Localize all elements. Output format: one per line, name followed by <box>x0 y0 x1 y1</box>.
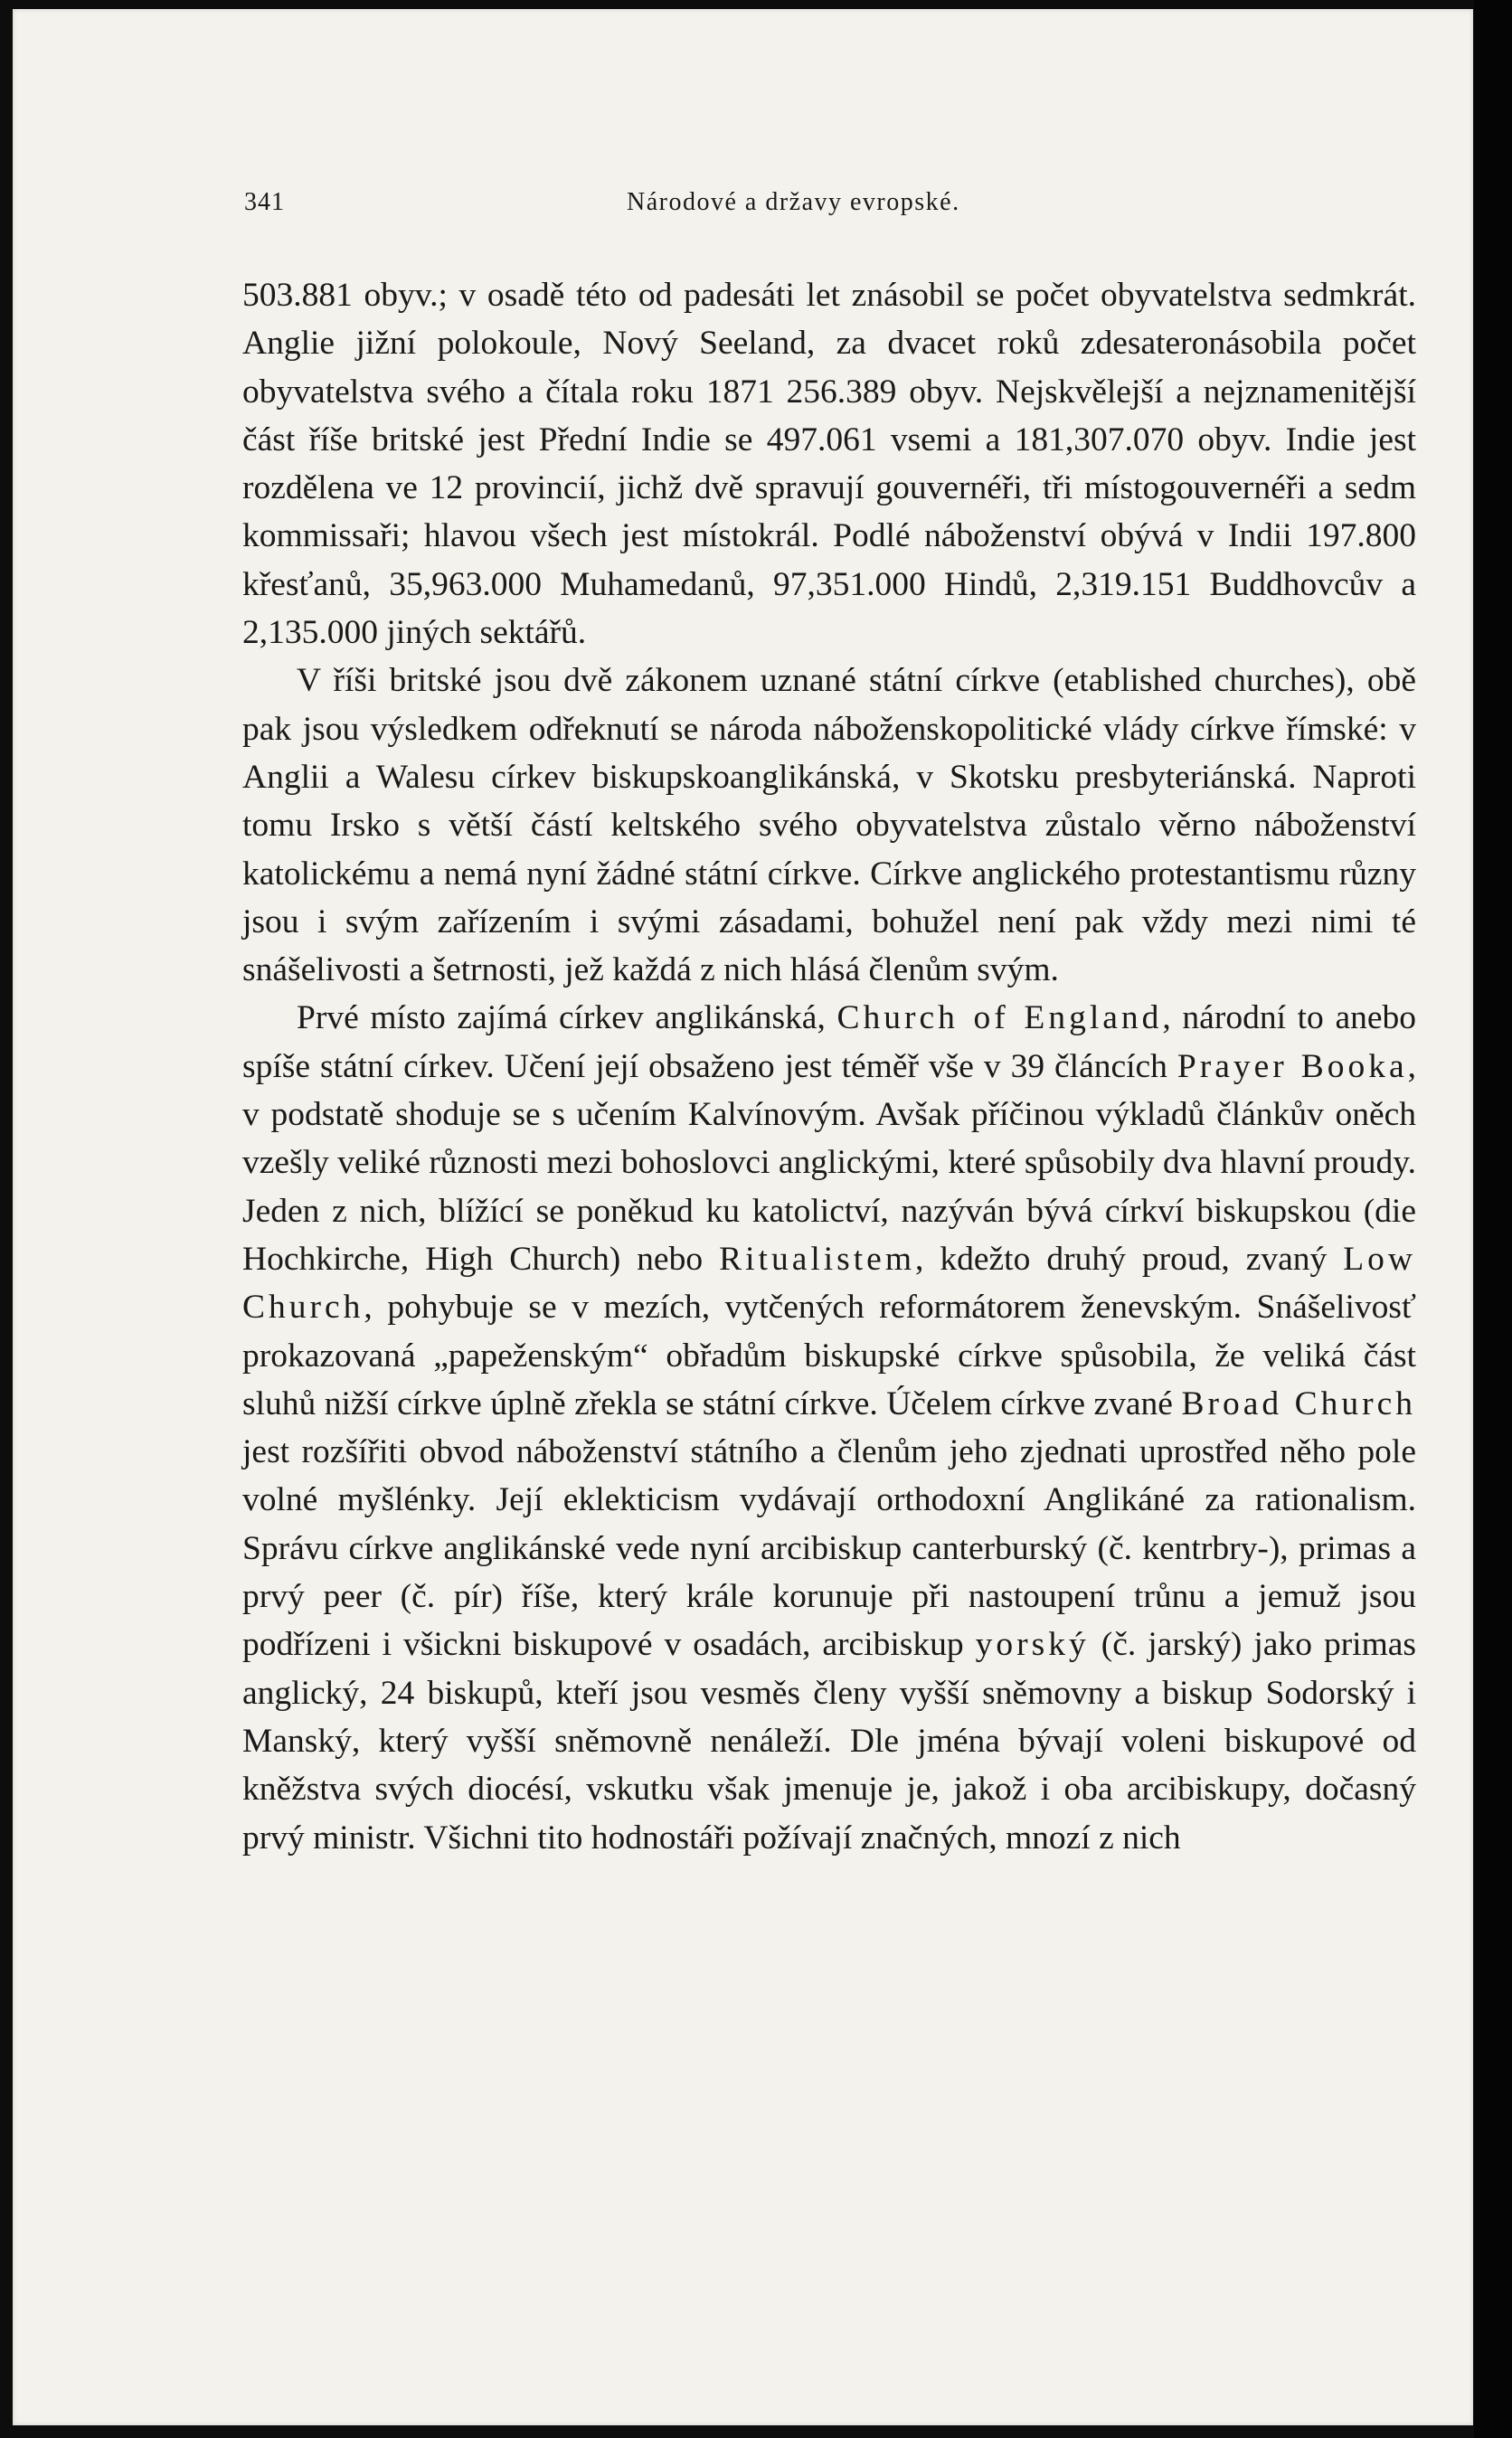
page-content <box>242 172 1416 1862</box>
paragraph-p2 <box>242 657 1416 994</box>
running-title: Národové a državy evropské. <box>627 188 960 216</box>
page-number: 341 <box>244 188 285 216</box>
paragraph-text: , pohybuje se v mezích, vytčených reformátorem ženevským. Snášelivosť prokazovaná „papeženským“ obřadům biskupské církve spůsobila, že veliká část sluhů nižší církve úplně zřekla se státní církve. Účelem církve zvané <box>242 1289 1416 1422</box>
body-text <box>242 271 1416 1862</box>
paragraph-text: , v podstatě shoduje se s učením Kalvínovým. Avšak příčinou výkladů článkův oněch vzešly veliké různosti mezi bohoslovci anglickými, které spůsobily dva hlavní proudy. Jeden z nich, blížící se poněkud ku katolictví, nazýván bývá církví biskupskou (die Hochkirche, High Church) nebo <box>242 1047 1416 1278</box>
paragraph-text: , kdežto druhý proud, zvaný <box>915 1240 1344 1278</box>
paragraph-text: , národní to anebo spíše státní církev. Učení její obsaženo jest téměř vše v 39 článcích <box>242 999 1416 1085</box>
paragraph-p1 <box>242 271 1416 657</box>
emphasized-term: Ritualistem <box>719 1240 916 1278</box>
paragraph-p3 <box>242 994 1416 1861</box>
running-header <box>242 172 1416 226</box>
scan-border <box>1474 0 1512 2438</box>
emphasized-term: Prayer Booka <box>1177 1047 1408 1085</box>
paragraph-text: jest rozšířiti obvod náboženství státního a členům jeho zjednati uprostřed něho pole volné myšlénky. Její eklekticism vydávají orthodoxní Anglikáné za rationalism. Správu církve anglikánské vede nyní arcibiskup canterburský (č. kentrbry-), primas a prvý peer (č. pír) říše, který krále korunuje při nastoupení trůnu a jemuž jsou podřízeni i všickni biskupové v osadách, arcibiskup <box>242 1433 1416 1664</box>
emphasized-term: Low Church <box>242 1240 1416 1327</box>
paragraph-text: 503.881 obyv.; v osadě této od padesáti let znásobil se počet obyvatelstva sedmkrát. Anglie jižní polokoule, Nový Seeland, za dvacet roků zdesateronásobila počet obyvatelstva svého a čítala roku 1871 256.389 obyv. Nejskvělejší a nejznamenitější část říše britské jest Přední Indie se 497.061 vsemi a 181,307.070 obyv. Indie jest rozdělena ve 12 provincií, jichž dvě spravují gouvernéři, tři místogouvernéři a sedm kommissaři; hlavou všech jest místokrál. Podlé náboženství obývá v Indii 197.800 křesťanů, 35,963.000 Muhamedanů, 97,351.000 Hindů, 2,319.151 Buddhovcův a 2,135.000 jiných sektářů. <box>242 277 1416 652</box>
emphasized-term: yorský <box>975 1626 1090 1664</box>
paragraph-text: V říši britské jsou dvě zákonem uznané státní církve (etablished churches), obě pak jsou výsledkem odřeknutí se národa náboženskopolitické vlády církve římské: v Anglii a Walesu církev biskupskoanglikánská, v Skotsku presbyteriánská. Naproti tomu Irsko s větší částí keltského svého obyvatelstva zůstalo věrno náboženství katolickému a nemá nyní žádné státní církve. Církve anglického protestantismu různy jsou i svým zařízením i svými zásadami, bohužel není pak vždy mezi nimi té snášelivosti a šetrnosti, jež každá z nich hlásá členům svým. <box>242 662 1416 989</box>
paragraph-text: Prvé místo zajímá církev anglikánská, <box>297 999 837 1037</box>
paragraph-text: (č. jarský) jako primas anglický, 24 biskupů, kteří jsou vesměs členy vyšší sněmovny a biskup Sodorský i Manský, který vyšší sněmovně nenáleží. Dle jména bývají voleni biskupové od kněžstva svých diocésí, vskutku však jmenuje je, jakož i oba arcibiskupy, dočasný prvý ministr. Všichni tito hodnostáři požívají značných, mnozí z nich <box>242 1626 1417 1857</box>
emphasized-term: Broad Church <box>1181 1384 1416 1422</box>
emphasized-term: Church of England <box>836 999 1163 1037</box>
